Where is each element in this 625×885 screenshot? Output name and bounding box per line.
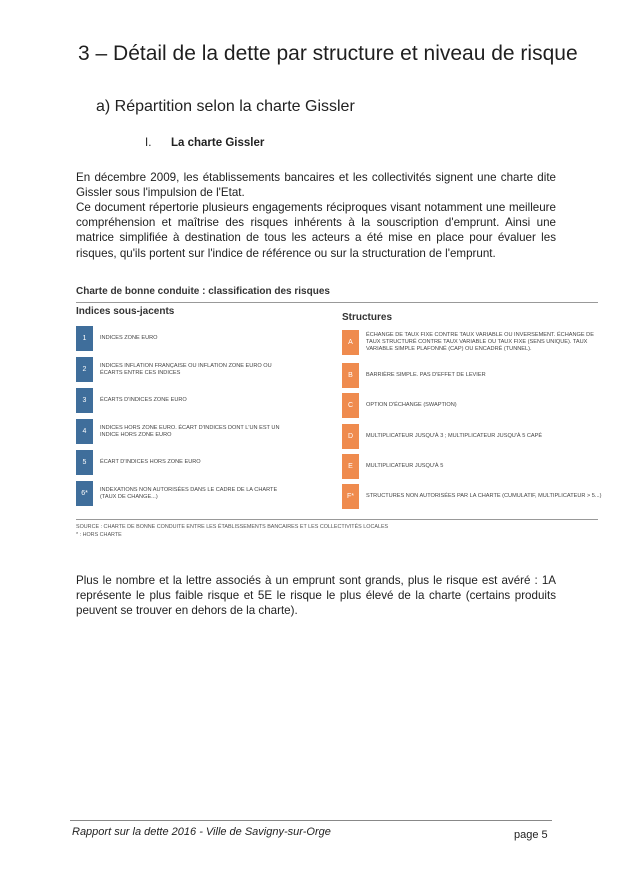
index-code-badge: 4 bbox=[76, 419, 93, 444]
chart-footnote: * : HORS CHARTE bbox=[76, 532, 122, 538]
structure-label: OPTION D'ÉCHANGE (SWAPTION) bbox=[366, 402, 457, 408]
chart-bottom-rule bbox=[76, 519, 598, 520]
structure-code-badge: F* bbox=[342, 484, 359, 509]
footer-rule bbox=[70, 820, 552, 821]
page-heading: 3 – Détail de la dette par structure et niveau de risque bbox=[78, 42, 578, 65]
intro-paragraph: En décembre 2009, les établissements bancaires et les collectivités signent une charte dite Gissler sous l'impulsion de l'Etat. bbox=[76, 171, 556, 200]
structure-label: MULTIPLICATEUR JUSQU'À 5 bbox=[366, 463, 444, 469]
indices-column-title: Indices sous-jacents bbox=[76, 306, 175, 317]
structure-label: MULTIPLICATEUR JUSQU'À 3 ; MULTIPLICATEUR JUSQU'À 5 CAPÉ bbox=[366, 433, 543, 439]
chart-top-rule bbox=[76, 302, 598, 303]
index-label: ÉCART D'INDICES HORS ZONE EURO bbox=[100, 459, 201, 465]
structure-label: ÉCHANGE DE TAUX FIXE CONTRE TAUX VARIABLE OU INVERSEMENT. ÉCHANGE DE TAUX STRUCTURÉ CONTRE TAUX VARIABLE OU TAUX FIXE (SENS UNIQUE). TAUX VARIABLE SIMPLE PLAFONNÉ (CAP) OU ENCADRÉ (TUNNEL). bbox=[366, 332, 594, 352]
chart-source: SOURCE : CHARTE DE BONNE CONDUITE ENTRE LES ÉTABLISSEMENTS BANCAIRES ET LES COLLECTIVITÉS LOCALES bbox=[76, 524, 389, 530]
index-code-badge: 2 bbox=[76, 357, 93, 382]
index-code-badge: 1 bbox=[76, 326, 93, 351]
section-number: I. bbox=[145, 137, 152, 149]
index-label: INDICES HORS ZONE EURO. ÉCART D'INDICES DONT L'UN EST UN INDICE HORS ZONE EURO bbox=[100, 424, 280, 438]
section-heading bbox=[145, 137, 264, 149]
description-paragraph: Ce document répertorie plusieurs engagements réciproques visant notamment une meilleure compréhension et maîtrise des risques inhérents à la souscription d'emprunt. Ainsi une matrice simplifiée à destination de tous les acteurs a été mise en place pour évaluer les risques, qu'ils portent sur l'indice de référence ou sur la structuration de l'emprunt. bbox=[76, 201, 556, 260]
structure-label: BARRIÈRE SIMPLE. PAS D'EFFET DE LEVIER bbox=[366, 372, 486, 378]
index-label: ÉCARTS D'INDICES ZONE EURO bbox=[100, 397, 187, 403]
structure-label: STRUCTURES NON AUTORISÉES PAR LA CHARTE (CUMULATIF, MULTIPLICATEUR > 5...) bbox=[366, 493, 602, 499]
structure-code-badge: C bbox=[342, 393, 359, 418]
structure-code-badge: A bbox=[342, 330, 359, 355]
sub-heading: a) Répartition selon la charte Gissler bbox=[96, 98, 355, 115]
page-number: page 5 bbox=[514, 829, 548, 841]
index-label: INDEXATIONS NON AUTORISÉES DANS LE CADRE DE LA CHARTE (TAUX DE CHANGE...) bbox=[100, 486, 278, 500]
structure-code-badge: E bbox=[342, 454, 359, 479]
index-code-badge: 3 bbox=[76, 388, 93, 413]
footer-title: Rapport sur la dette 2016 - Ville de Savigny-sur-Orge bbox=[72, 826, 331, 838]
conclusion-paragraph: Plus le nombre et la lettre associés à un emprunt sont grands, plus le risque est avéré : 1A représente le plus faible risque et 5E le risque le plus élevé de la charte (certains produits peuvent se trouver en dehors de la charte). bbox=[76, 574, 556, 618]
index-label: INDICES INFLATION FRANÇAISE OU INFLATION ZONE EURO OU ÉCARTS ENTRE CES INDICES bbox=[100, 362, 272, 376]
chart-title: Charte de bonne conduite : classification des risques bbox=[76, 286, 330, 297]
risk-classification-chart bbox=[76, 286, 602, 538]
structure-code-badge: B bbox=[342, 363, 359, 388]
structure-code-badge: D bbox=[342, 424, 359, 449]
index-code-badge: 6* bbox=[76, 481, 93, 506]
index-label: INDICES ZONE EURO bbox=[100, 335, 158, 341]
structures-column-title: Structures bbox=[342, 312, 393, 323]
section-title: La charte Gissler bbox=[171, 137, 265, 149]
index-code-badge: 5 bbox=[76, 450, 93, 475]
